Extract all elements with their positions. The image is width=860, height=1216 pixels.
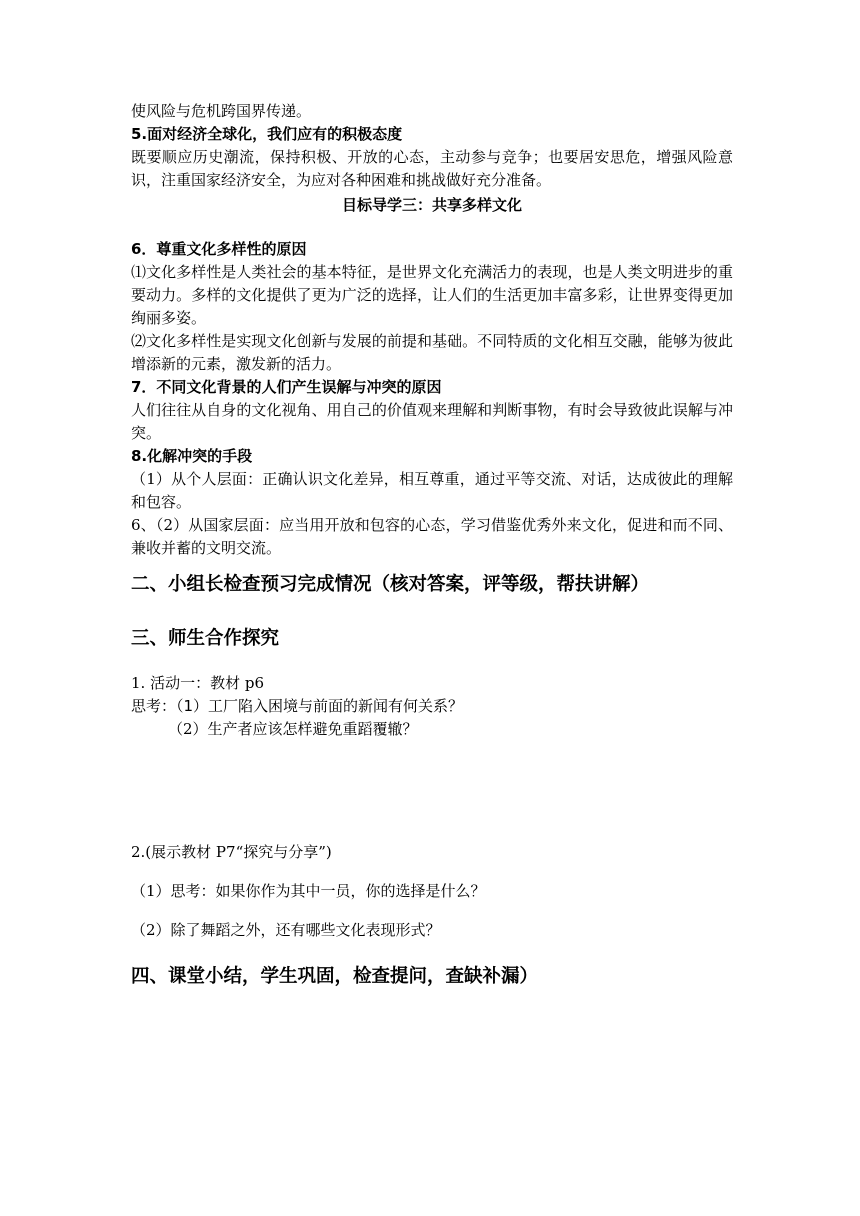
activity-2: 2.(展示教材 P7“探究与分享”) [131, 843, 332, 861]
activity-2-question-1: （1）思考：如果你作为其中一员，你的选择是什么？ [131, 882, 486, 900]
point-6-2: ⑵文化多样性是实现文化创新与发展的前提和基础。不同特质的文化相互交融，能够为彼此增添新的元素，激发新的活力。 [131, 332, 733, 373]
econ-continued-line: 使风险与危机跨国界传递。 [131, 102, 312, 120]
point-6-1: ⑴文化多样性是人类社会的基本特征，是世界文化充满活力的表现，也是人类文明进步的重要动力。多样的文化提供了更为广泛的选择，让人们的生活更加丰富多彩，让世界变得更加绚丽多姿。 [131, 263, 733, 327]
activity-2-question-2: （2）除了舞蹈之外，还有哪些文化表现形式？ [131, 921, 441, 939]
activity-1-question-2: （2）生产者应该怎样避免重蹈覆辙？ [168, 720, 418, 738]
paragraph-5: 既要顺应历史潮流，保持积极、开放的心态，主动参与竞争；也要居安思危，增强风险意识，注重国家经济安全，为应对各种困难和挑战做好充分准备。 [131, 148, 733, 189]
point-8-2: 6、（2）从国家层面：应当用开放和包容的心态，学习借鉴优秀外来文化，促进和而不同、兼收并蓄的文明交流。 [131, 516, 733, 557]
heading-7: 7．不同文化背景的人们产生误解与冲突的原因 [131, 378, 442, 396]
paragraph-7: 人们往往从自身的文化视角、用自己的价值观来理解和判断事物，有时会导致彼此误解与冲突。 [131, 401, 733, 442]
heading-6: 6．尊重文化多样性的原因 [131, 240, 307, 258]
activity-1: 1. 活动一：教材 p6 [131, 674, 264, 692]
document-page [131, 100, 733, 990]
part2-heading: 二、小组长检查预习完成情况（核对答案，评等级，帮扶讲解） [131, 574, 650, 595]
activity-1-question-1: 思考：（1）工厂陷入困境与前面的新闻有何关系？ [131, 697, 464, 715]
heading-8: 8.化解冲突的手段 [131, 447, 253, 465]
heading-5: 5.面对经济全球化，我们应有的积极态度 [131, 125, 403, 143]
part4-heading: 四、课堂小结，学生巩固，检查提问，查缺补漏） [131, 966, 539, 987]
section-title-culture: 目标导学三：共享多样文化 [341, 196, 522, 214]
part3-heading: 三、师生合作探究 [131, 628, 280, 649]
point-8-1: （1）从个人层面：正确认识文化差异，相互尊重，通过平等交流、对话，达成彼此的理解和包容。 [131, 470, 733, 511]
